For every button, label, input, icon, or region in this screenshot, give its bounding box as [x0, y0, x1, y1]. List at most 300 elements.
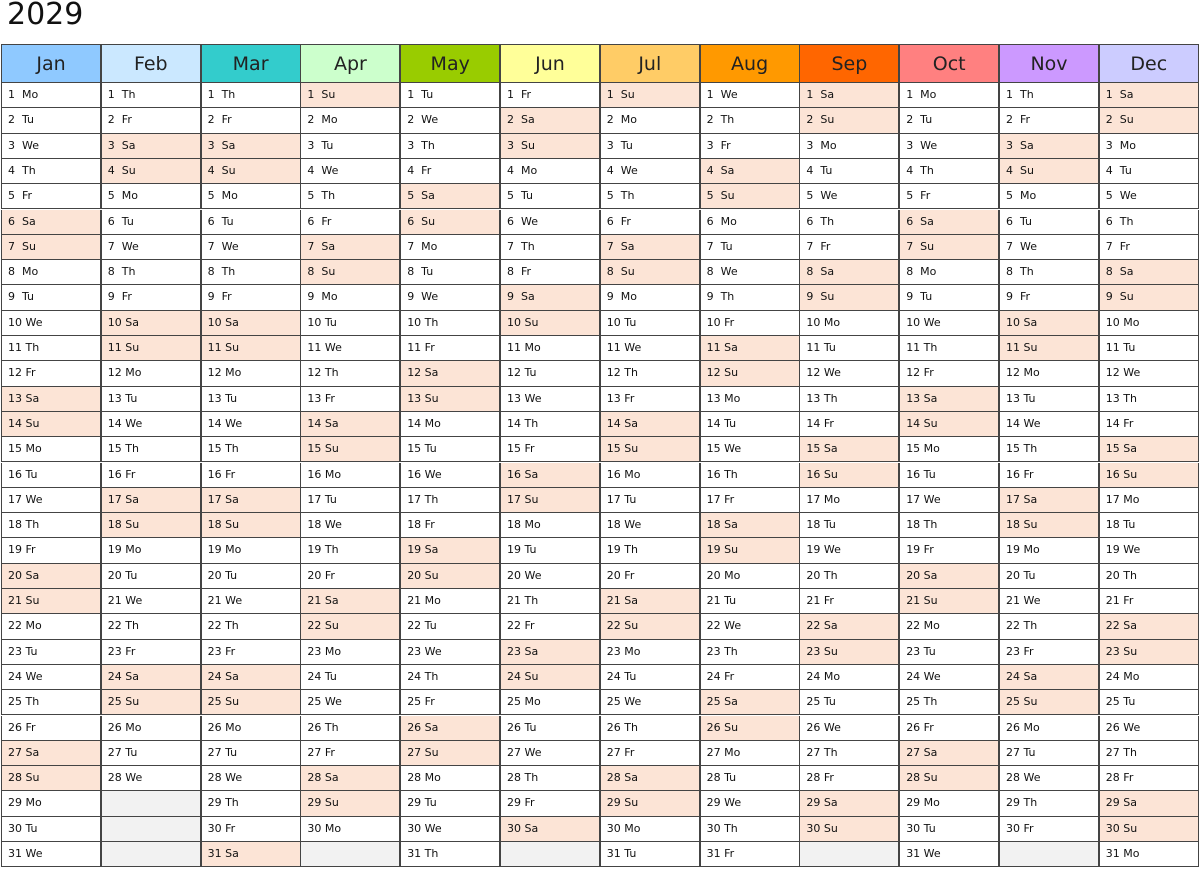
day-cell: 12 Th [300, 361, 400, 386]
day-cell: 28 Su [1, 766, 101, 791]
day-cell: 3 Mo [1099, 134, 1199, 159]
day-cell: 8 Th [201, 260, 301, 285]
day-cell: 10 We [1, 311, 101, 336]
empty-day-cell [101, 791, 201, 816]
day-cell: 20 We [500, 564, 600, 589]
day-cell: 6 We [500, 210, 600, 235]
month-header: Aug [700, 44, 800, 83]
day-cell: 1 Su [600, 83, 700, 108]
day-cell: 16 Mo [300, 463, 400, 488]
day-cell: 5 Su [700, 184, 800, 209]
day-cell: 2 Th [700, 108, 800, 133]
day-cell: 3 Th [400, 134, 500, 159]
day-cell: 26 We [1099, 716, 1199, 741]
day-cell: 26 Su [700, 716, 800, 741]
day-cell: 4 Tu [799, 159, 899, 184]
day-cell: 27 Fr [600, 741, 700, 766]
day-cell: 25 Th [1, 690, 101, 715]
day-cell: 4 Th [1, 159, 101, 184]
day-cell: 19 Fr [1, 538, 101, 563]
day-cell: 16 We [400, 463, 500, 488]
day-cell: 8 Th [101, 260, 201, 285]
day-cell: 14 Fr [799, 412, 899, 437]
day-cell: 20 Mo [700, 564, 800, 589]
day-cell: 28 Fr [799, 766, 899, 791]
day-cell: 25 Th [899, 690, 999, 715]
day-cell: 11 Su [999, 336, 1099, 361]
day-cell: 13 Tu [101, 387, 201, 412]
day-cell: 16 Th [700, 463, 800, 488]
day-cell: 16 Fr [999, 463, 1099, 488]
day-cell: 7 Su [1, 235, 101, 260]
day-cell: 17 Sa [999, 488, 1099, 513]
day-cell: 21 Sa [600, 589, 700, 614]
empty-day-cell [500, 842, 600, 867]
month-column-nov [999, 44, 1099, 869]
day-cell: 2 Fr [201, 108, 301, 133]
day-cell: 9 Tu [899, 285, 999, 310]
day-cell: 22 Mo [1, 614, 101, 639]
month-column-dec [1099, 44, 1199, 869]
day-cell: 2 Su [1099, 108, 1199, 133]
day-cell: 10 Mo [799, 311, 899, 336]
day-cell: 10 Tu [300, 311, 400, 336]
day-cell: 28 Tu [700, 766, 800, 791]
day-cell: 1 Sa [1099, 83, 1199, 108]
day-cell: 28 Fr [1099, 766, 1199, 791]
day-cell: 15 Tu [400, 437, 500, 462]
day-cell: 1 Tu [400, 83, 500, 108]
day-cell: 1 Th [101, 83, 201, 108]
day-cell: 17 Mo [799, 488, 899, 513]
day-cell: 11 Th [1, 336, 101, 361]
day-cell: 5 Mo [999, 184, 1099, 209]
day-cell: 6 Mo [700, 210, 800, 235]
day-cell: 11 Tu [1099, 336, 1199, 361]
day-cell: 23 Fr [201, 640, 301, 665]
day-cell: 4 Su [101, 159, 201, 184]
day-cell: 21 Sa [300, 589, 400, 614]
day-cell: 7 Su [899, 235, 999, 260]
day-cell: 19 Mo [201, 538, 301, 563]
day-cell: 18 Tu [1099, 513, 1199, 538]
empty-day-cell [999, 842, 1099, 867]
day-cell: 29 Th [999, 791, 1099, 816]
month-header: Apr [300, 44, 400, 83]
day-cell: 4 We [300, 159, 400, 184]
day-cell: 9 Su [1099, 285, 1199, 310]
month-column-oct [899, 44, 999, 869]
day-cell: 4 Fr [400, 159, 500, 184]
day-cell: 15 Mo [1, 437, 101, 462]
day-cell: 18 Su [201, 513, 301, 538]
day-cell: 12 Su [700, 361, 800, 386]
day-cell: 14 Th [500, 412, 600, 437]
day-cell: 30 Su [799, 817, 899, 842]
day-cell: 11 We [600, 336, 700, 361]
month-column-may [400, 44, 500, 869]
day-cell: 31 Th [400, 842, 500, 867]
day-cell: 29 Th [201, 791, 301, 816]
day-cell: 25 Mo [500, 690, 600, 715]
day-cell: 1 Th [999, 83, 1099, 108]
day-cell: 12 Sa [400, 361, 500, 386]
day-cell: 12 Mo [201, 361, 301, 386]
day-cell: 14 Sa [600, 412, 700, 437]
day-cell: 21 Su [899, 589, 999, 614]
day-cell: 29 We [700, 791, 800, 816]
day-cell: 4 Sa [700, 159, 800, 184]
day-cell: 9 Th [700, 285, 800, 310]
day-cell: 1 Mo [1, 83, 101, 108]
day-cell: 6 Tu [999, 210, 1099, 235]
month-column-sep [799, 44, 899, 869]
day-cell: 30 We [400, 817, 500, 842]
day-cell: 16 Su [799, 463, 899, 488]
day-cell: 23 Th [700, 640, 800, 665]
day-cell: 17 Su [500, 488, 600, 513]
day-cell: 21 We [999, 589, 1099, 614]
day-cell: 6 Sa [899, 210, 999, 235]
month-header: Jul [600, 44, 700, 83]
day-cell: 31 Fr [700, 842, 800, 867]
day-cell: 11 Su [201, 336, 301, 361]
day-cell: 4 Su [201, 159, 301, 184]
day-cell: 4 Th [899, 159, 999, 184]
day-cell: 13 We [500, 387, 600, 412]
day-cell: 24 Fr [700, 665, 800, 690]
day-cell: 12 Fr [899, 361, 999, 386]
day-cell: 20 Sa [899, 564, 999, 589]
day-cell: 11 We [300, 336, 400, 361]
day-cell: 18 Su [999, 513, 1099, 538]
day-cell: 21 We [101, 589, 201, 614]
day-cell: 2 Tu [1, 108, 101, 133]
day-cell: 20 Th [799, 564, 899, 589]
day-cell: 10 Tu [600, 311, 700, 336]
day-cell: 15 Fr [500, 437, 600, 462]
day-cell: 18 Mo [500, 513, 600, 538]
day-cell: 24 Su [500, 665, 600, 690]
day-cell: 26 Th [600, 716, 700, 741]
day-cell: 25 We [600, 690, 700, 715]
day-cell: 19 Th [300, 538, 400, 563]
day-cell: 6 Tu [201, 210, 301, 235]
day-cell: 12 We [799, 361, 899, 386]
day-cell: 22 Th [101, 614, 201, 639]
day-cell: 22 We [700, 614, 800, 639]
month-header: Feb [101, 44, 201, 83]
day-cell: 15 We [700, 437, 800, 462]
day-cell: 25 Tu [799, 690, 899, 715]
day-cell: 13 Sa [899, 387, 999, 412]
day-cell: 8 Sa [799, 260, 899, 285]
day-cell: 21 Tu [700, 589, 800, 614]
day-cell: 29 Tu [400, 791, 500, 816]
day-cell: 18 Su [101, 513, 201, 538]
day-cell: 8 Su [300, 260, 400, 285]
empty-day-cell [101, 817, 201, 842]
day-cell: 6 Fr [600, 210, 700, 235]
empty-day-cell [101, 842, 201, 867]
day-cell: 17 We [899, 488, 999, 513]
day-cell: 17 Sa [201, 488, 301, 513]
day-cell: 22 Su [300, 614, 400, 639]
month-column-feb [101, 44, 201, 869]
day-cell: 24 Tu [600, 665, 700, 690]
day-cell: 1 Sa [799, 83, 899, 108]
day-cell: 16 Fr [201, 463, 301, 488]
day-cell: 21 Mo [400, 589, 500, 614]
day-cell: 19 Mo [999, 538, 1099, 563]
day-cell: 14 Tu [700, 412, 800, 437]
day-cell: 7 Mo [400, 235, 500, 260]
day-cell: 22 Sa [799, 614, 899, 639]
day-cell: 9 We [400, 285, 500, 310]
day-cell: 22 Mo [899, 614, 999, 639]
month-header: Oct [899, 44, 999, 83]
day-cell: 30 Mo [300, 817, 400, 842]
day-cell: 24 Sa [201, 665, 301, 690]
day-cell: 25 Su [999, 690, 1099, 715]
day-cell: 29 Fr [500, 791, 600, 816]
day-cell: 3 We [1, 134, 101, 159]
day-cell: 10 Su [500, 311, 600, 336]
day-cell: 26 We [799, 716, 899, 741]
day-cell: 30 Tu [899, 817, 999, 842]
day-cell: 5 Fr [899, 184, 999, 209]
day-cell: 6 Tu [101, 210, 201, 235]
day-cell: 8 Sa [1099, 260, 1199, 285]
day-cell: 12 Mo [101, 361, 201, 386]
month-header: May [400, 44, 500, 83]
day-cell: 19 Th [600, 538, 700, 563]
day-cell: 14 We [101, 412, 201, 437]
day-cell: 2 Su [799, 108, 899, 133]
day-cell: 20 Fr [600, 564, 700, 589]
day-cell: 31 Mo [1099, 842, 1199, 867]
day-cell: 30 Fr [999, 817, 1099, 842]
day-cell: 24 Th [400, 665, 500, 690]
day-cell: 11 Fr [400, 336, 500, 361]
day-cell: 16 Sa [500, 463, 600, 488]
day-cell: 23 Tu [899, 640, 999, 665]
day-cell: 11 Su [101, 336, 201, 361]
day-cell: 20 Tu [999, 564, 1099, 589]
day-cell: 29 Sa [799, 791, 899, 816]
day-cell: 9 Mo [300, 285, 400, 310]
day-cell: 20 Tu [201, 564, 301, 589]
day-cell: 22 Th [201, 614, 301, 639]
day-cell: 18 Fr [400, 513, 500, 538]
page-title: 2029 [7, 0, 84, 32]
day-cell: 3 Mo [799, 134, 899, 159]
day-cell: 19 We [799, 538, 899, 563]
day-cell: 7 Th [500, 235, 600, 260]
day-cell: 19 Sa [400, 538, 500, 563]
day-cell: 14 Sa [300, 412, 400, 437]
day-cell: 5 Tu [500, 184, 600, 209]
day-cell: 2 Tu [899, 108, 999, 133]
day-cell: 3 Fr [700, 134, 800, 159]
month-header: Sep [799, 44, 899, 83]
day-cell: 9 Sa [500, 285, 600, 310]
day-cell: 26 Mo [101, 716, 201, 741]
day-cell: 14 We [999, 412, 1099, 437]
month-header: Nov [999, 44, 1099, 83]
day-cell: 2 Fr [101, 108, 201, 133]
day-cell: 27 Th [1099, 741, 1199, 766]
day-cell: 2 Fr [999, 108, 1099, 133]
day-cell: 4 Tu [1099, 159, 1199, 184]
day-cell: 9 Tu [1, 285, 101, 310]
day-cell: 2 Mo [300, 108, 400, 133]
day-cell: 28 We [999, 766, 1099, 791]
day-cell: 18 Th [1, 513, 101, 538]
day-cell: 24 Sa [999, 665, 1099, 690]
day-cell: 24 Mo [799, 665, 899, 690]
day-cell: 9 Fr [201, 285, 301, 310]
day-cell: 23 Su [1099, 640, 1199, 665]
day-cell: 16 Su [1099, 463, 1199, 488]
day-cell: 22 Fr [500, 614, 600, 639]
day-cell: 30 Th [700, 817, 800, 842]
day-cell: 18 Sa [700, 513, 800, 538]
day-cell: 23 Fr [999, 640, 1099, 665]
day-cell: 15 Sa [799, 437, 899, 462]
day-cell: 5 We [1099, 184, 1199, 209]
day-cell: 25 Su [201, 690, 301, 715]
day-cell: 30 Fr [201, 817, 301, 842]
day-cell: 27 Tu [999, 741, 1099, 766]
day-cell: 23 We [400, 640, 500, 665]
day-cell: 6 Su [400, 210, 500, 235]
day-cell: 9 Su [799, 285, 899, 310]
day-cell: 26 Tu [500, 716, 600, 741]
day-cell: 20 Sa [1, 564, 101, 589]
day-cell: 17 Sa [101, 488, 201, 513]
day-cell: 26 Th [300, 716, 400, 741]
day-cell: 9 Mo [600, 285, 700, 310]
day-cell: 5 Fr [1, 184, 101, 209]
day-cell: 18 Th [899, 513, 999, 538]
day-cell: 25 Sa [700, 690, 800, 715]
day-cell: 5 Mo [101, 184, 201, 209]
day-cell: 23 Sa [500, 640, 600, 665]
day-cell: 28 Su [899, 766, 999, 791]
day-cell: 27 Sa [1, 741, 101, 766]
day-cell: 25 Fr [400, 690, 500, 715]
day-cell: 30 Mo [600, 817, 700, 842]
day-cell: 26 Fr [1, 716, 101, 741]
day-cell: 12 Mo [999, 361, 1099, 386]
day-cell: 13 Fr [300, 387, 400, 412]
day-cell: 15 Th [201, 437, 301, 462]
day-cell: 24 Mo [1099, 665, 1199, 690]
day-cell: 6 Sa [1, 210, 101, 235]
day-cell: 22 Tu [400, 614, 500, 639]
day-cell: 23 Su [799, 640, 899, 665]
day-cell: 7 We [201, 235, 301, 260]
day-cell: 10 We [899, 311, 999, 336]
day-cell: 28 Th [500, 766, 600, 791]
day-cell: 27 Th [799, 741, 899, 766]
day-cell: 28 Sa [600, 766, 700, 791]
day-cell: 29 Sa [1099, 791, 1199, 816]
day-cell: 25 Su [101, 690, 201, 715]
day-cell: 17 Th [400, 488, 500, 513]
day-cell: 9 Fr [101, 285, 201, 310]
day-cell: 24 We [899, 665, 999, 690]
day-cell: 28 We [101, 766, 201, 791]
day-cell: 28 Sa [300, 766, 400, 791]
day-cell: 16 Fr [101, 463, 201, 488]
day-cell: 14 Fr [1099, 412, 1199, 437]
day-cell: 8 Su [600, 260, 700, 285]
day-cell: 6 Th [1099, 210, 1199, 235]
day-cell: 20 Su [400, 564, 500, 589]
day-cell: 15 Su [300, 437, 400, 462]
month-header: Dec [1099, 44, 1199, 83]
day-cell: 11 Sa [700, 336, 800, 361]
day-cell: 17 Mo [1099, 488, 1199, 513]
day-cell: 12 Fr [1, 361, 101, 386]
day-cell: 8 Fr [500, 260, 600, 285]
day-cell: 28 Mo [400, 766, 500, 791]
day-cell: 4 We [600, 159, 700, 184]
day-cell: 3 Sa [201, 134, 301, 159]
day-cell: 31 Tu [600, 842, 700, 867]
day-cell: 11 Th [899, 336, 999, 361]
month-header: Mar [201, 44, 301, 83]
day-cell: 21 Fr [799, 589, 899, 614]
day-cell: 27 Tu [201, 741, 301, 766]
day-cell: 5 Mo [201, 184, 301, 209]
day-cell: 21 Th [500, 589, 600, 614]
day-cell: 14 Mo [400, 412, 500, 437]
day-cell: 20 Th [1099, 564, 1199, 589]
day-cell: 15 Sa [1099, 437, 1199, 462]
day-cell: 8 Mo [899, 260, 999, 285]
day-cell: 20 Fr [300, 564, 400, 589]
day-cell: 24 Sa [101, 665, 201, 690]
day-cell: 7 Fr [1099, 235, 1199, 260]
day-cell: 7 Sa [300, 235, 400, 260]
month-header: Jun [500, 44, 600, 83]
day-cell: 7 Sa [600, 235, 700, 260]
day-cell: 15 Su [600, 437, 700, 462]
day-cell: 19 Tu [500, 538, 600, 563]
day-cell: 26 Sa [400, 716, 500, 741]
day-cell: 2 Mo [600, 108, 700, 133]
day-cell: 1 We [700, 83, 800, 108]
day-cell: 8 Th [999, 260, 1099, 285]
day-cell: 2 We [400, 108, 500, 133]
day-cell: 1 Th [201, 83, 301, 108]
day-cell: 10 Fr [700, 311, 800, 336]
day-cell: 17 Tu [300, 488, 400, 513]
day-cell: 15 Th [101, 437, 201, 462]
day-cell: 27 Tu [101, 741, 201, 766]
day-cell: 3 Sa [101, 134, 201, 159]
day-cell: 3 Tu [600, 134, 700, 159]
day-cell: 7 Fr [799, 235, 899, 260]
day-cell: 13 Tu [201, 387, 301, 412]
day-cell: 31 We [1, 842, 101, 867]
day-cell: 3 Sa [999, 134, 1099, 159]
day-cell: 26 Fr [899, 716, 999, 741]
day-cell: 21 We [201, 589, 301, 614]
